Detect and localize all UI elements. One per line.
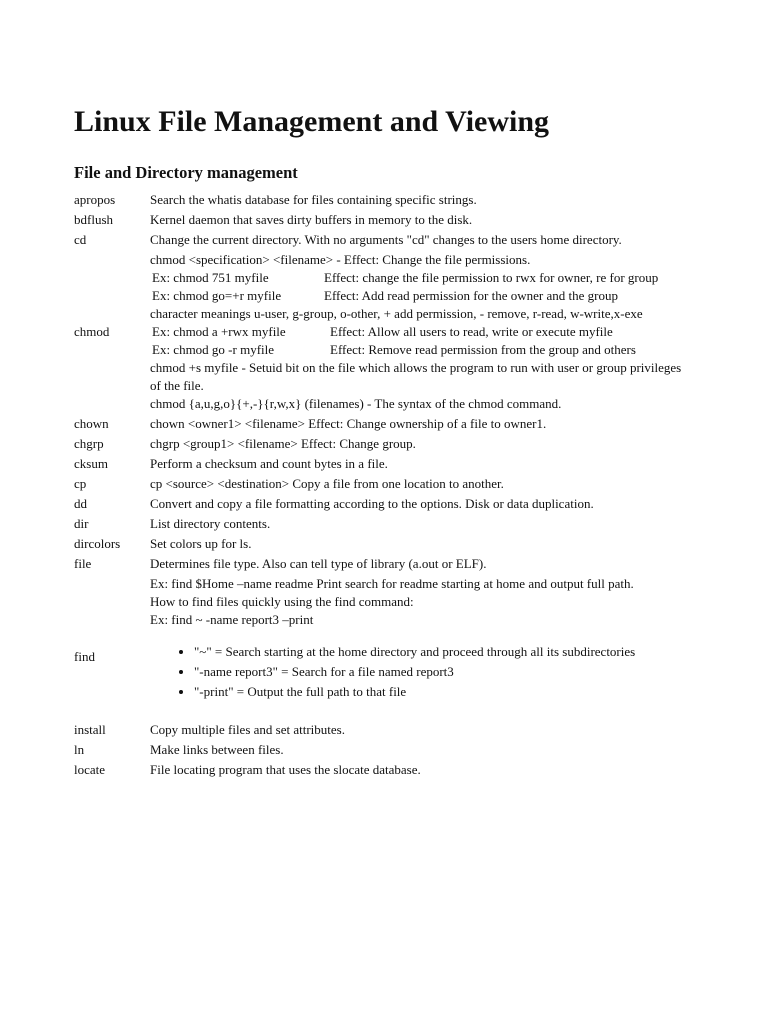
list-item: • "-print" = Output the full path to that file xyxy=(194,683,686,701)
command-name: bdflush xyxy=(74,212,113,227)
command-name: install xyxy=(74,722,106,737)
page-title: Linux File Management and Viewing xyxy=(74,105,550,138)
table-row xyxy=(72,720,688,740)
table-row xyxy=(72,514,688,534)
table-row xyxy=(72,574,688,720)
example-command: Ex: chmod go=+r myfile xyxy=(152,288,282,303)
find-example-2: Ex: find ~ -name report3 –print xyxy=(150,612,314,627)
table-row xyxy=(72,740,688,760)
command-name: file xyxy=(74,556,92,571)
command-name: dir xyxy=(74,516,89,531)
command-description: chgrp <group1> <filename> Effect: Change group. xyxy=(150,436,416,451)
chmod-syntax: chmod {a,u,g,o}{+,-}{r,w,x} (filenames) - The syntax of the chmod command. xyxy=(150,396,562,411)
example-row xyxy=(150,287,686,305)
table-row xyxy=(72,534,688,554)
command-description: chown <owner1> <filename> Effect: Change ownership of a file to owner1. xyxy=(150,416,547,431)
chmod-usage: chmod <specification> <filename> - Effect: Change the file permissions. xyxy=(150,252,531,267)
command-description: Set colors up for ls. xyxy=(150,536,252,551)
find-options-list xyxy=(150,643,686,701)
section-heading: File and Directory management xyxy=(74,163,298,182)
table-row xyxy=(72,250,688,414)
table-row xyxy=(72,230,688,250)
example-effect: Effect: change the file permission to rwx for owner, re for group xyxy=(324,270,659,285)
command-name: chmod xyxy=(74,324,110,339)
list-item: • "~" = Search starting at the home directory and proceed through all its subdirectories xyxy=(194,643,686,661)
command-name: chgrp xyxy=(74,436,104,451)
chmod-examples-1 xyxy=(150,269,686,305)
find-howto: How to find files quickly using the find command: xyxy=(150,594,414,609)
table-row xyxy=(72,474,688,494)
command-description: Copy multiple files and set attributes. xyxy=(150,722,345,737)
table-row xyxy=(72,434,688,454)
command-description: File locating program that uses the slocate database. xyxy=(150,762,421,777)
example-row xyxy=(150,323,686,341)
command-name: apropos xyxy=(74,192,116,207)
example-command: Ex: chmod go -r myfile xyxy=(152,342,275,357)
example-effect: Effect: Allow all users to read, write or execute myfile xyxy=(330,324,613,339)
example-row xyxy=(150,269,686,287)
list-item: • "-name report3" = Search for a file named report3 xyxy=(194,663,686,681)
command-name: chown xyxy=(74,416,109,431)
command-description: Kernel daemon that saves dirty buffers in memory to the disk. xyxy=(150,212,473,227)
table-row xyxy=(72,554,688,574)
command-description: List directory contents. xyxy=(150,516,271,531)
command-name: find xyxy=(74,649,95,664)
chmod-meanings: character meanings u-user, g-group, o-other, + add permission, - remove, r-read, w-write,x-exe xyxy=(150,306,643,321)
command-description: Search the whatis database for files containing specific strings. xyxy=(150,192,477,207)
command-name: dircolors xyxy=(74,536,121,551)
chmod-setuid: chmod +s myfile - Setuid bit on the file which allows the program to run with user or group privileges of the file. xyxy=(150,360,682,393)
example-row xyxy=(150,341,686,359)
command-name: locate xyxy=(74,762,106,777)
find-example: Ex: find $Home –name readme Print search for readme starting at home and output full path. xyxy=(150,576,634,591)
command-description: Determines file type. Also can tell type of library (a.out or ELF). xyxy=(150,556,487,571)
command-name: cd xyxy=(74,232,87,247)
command-table xyxy=(72,190,688,780)
command-name: ln xyxy=(74,742,85,757)
command-description xyxy=(148,250,688,414)
table-row xyxy=(72,190,688,210)
command-description: Perform a checksum and count bytes in a file. xyxy=(150,456,388,471)
table-row xyxy=(72,494,688,514)
command-description: Change the current directory. With no arguments "cd" changes to the users home directory. xyxy=(150,232,622,247)
chmod-examples-2 xyxy=(150,323,686,359)
example-effect: Effect: Add read permission for the owner and the group xyxy=(324,288,618,303)
table-row xyxy=(72,414,688,434)
table-row xyxy=(72,760,688,780)
command-description: Make links between files. xyxy=(150,742,284,757)
command-description xyxy=(148,574,688,720)
example-effect: Effect: Remove read permission from the group and others xyxy=(330,342,636,357)
example-command: Ex: chmod a +rwx myfile xyxy=(152,324,286,339)
table-row xyxy=(72,210,688,230)
table-row xyxy=(72,454,688,474)
command-name: cp xyxy=(74,476,87,491)
command-name: dd xyxy=(74,496,87,511)
example-command: Ex: chmod 751 myfile xyxy=(152,270,269,285)
command-description: Convert and copy a file formatting according to the options. Disk or data duplication. xyxy=(150,496,594,511)
command-name: cksum xyxy=(74,456,108,471)
command-description: cp <source> <destination> Copy a file from one location to another. xyxy=(150,476,504,491)
